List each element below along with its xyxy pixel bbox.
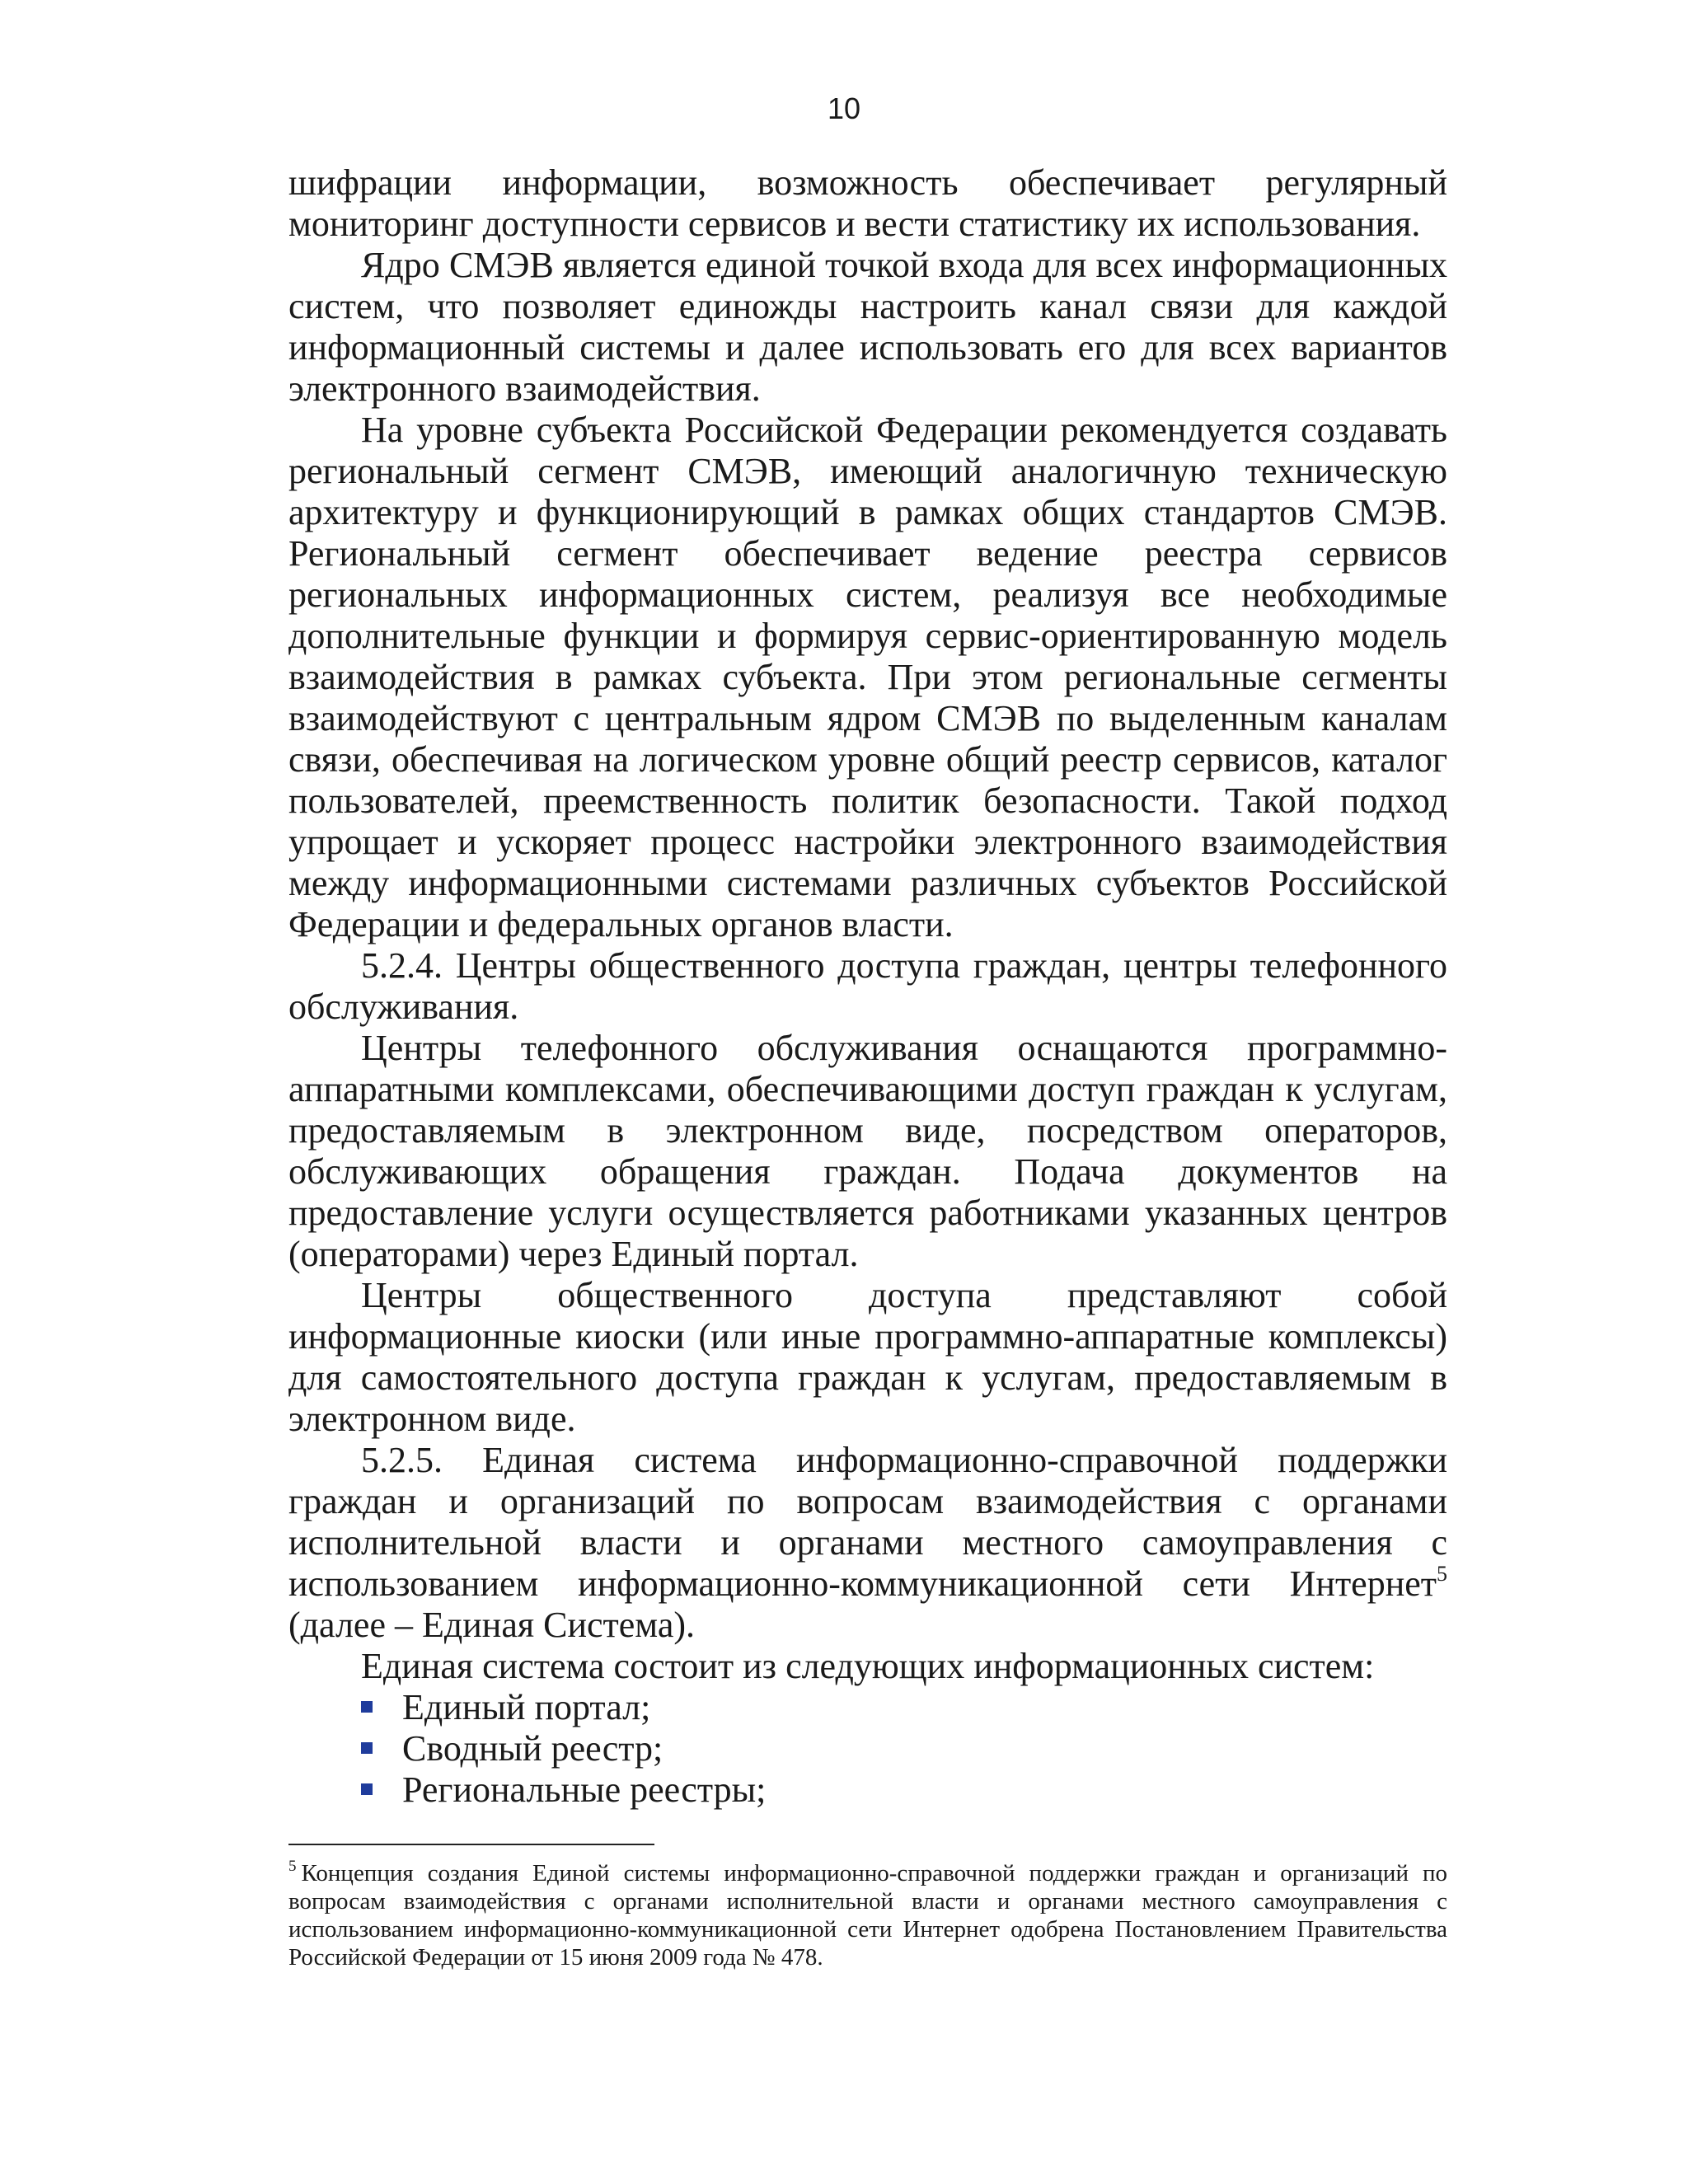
square-bullet-icon [361,1701,373,1713]
information-systems-list [288,1687,1447,1811]
footnote-reference[interactable]: 5 [1437,1562,1447,1586]
footnote-text: Концепция создания Единой системы информационно-справочной поддержки граждан и организаций по вопросам взаимодействия с органами исполнительной власти и органами местного самоуправления с использованием информационно-коммуникационной сети Интернет одобрена Постановлением Правительства Российской Федерации от 15 июня 2009 года № 478. [288,1860,1447,1971]
list-item [288,1728,1447,1769]
list-item-label: Единый портал; [402,1687,651,1727]
section-heading-5-2-5 [288,1440,1447,1646]
paragraph-continuation: шифрации информации, возможность обеспечивает регулярный мониторинг доступности сервисов и вести статистику их использования. [288,162,1447,244]
list-item [288,1687,1447,1728]
paragraph-public-access-centers: Центры общественного доступа представляют собой информационные киоски (или иные программно-аппаратные комплексы) для самостоятельного доступа граждан к услугам, предоставляемым в электронном виде. [288,1275,1447,1439]
footnote-separator [288,1844,654,1845]
list-item-label: Региональные реестры; [402,1769,767,1810]
square-bullet-icon [361,1742,373,1754]
paragraph-call-centers: Центры телефонного обслуживания оснащаются программно-аппаратными комплексами, обеспечивающими доступ граждан к услугам, предоставляемым в электронном виде, посредством операторов, обслуживающих обращения граждан. Подача документов на предоставление услуги осуществляется работниками указанных центров (операторами) через Единый портал. [288,1028,1447,1274]
paragraph-smev-core: Ядро СМЭВ является единой точкой входа для всех информационных систем, что позволяет единожды настроить канал связи для каждой информационный системы и далее использовать его для всех вариантов электронного взаимодействия. [288,245,1447,409]
footnote [288,1859,1447,1971]
list-item-label: Сводный реестр; [402,1728,663,1769]
paragraph-system-composition: Единая система состоит из следующих информационных систем: [361,1646,1375,1686]
page-number: 10 [827,91,861,125]
section-heading-5-2-5-tail: (далее – Единая Система). [288,1605,696,1645]
footnote-number: 5 [288,1858,297,1875]
paragraph-regional-segment: На уровне субъекта Российской Федерации рекомендуется создавать региональный сегмент СМЭВ, имеющий аналогичную техническую архитектуру и функционирующий в рамках общих стандартов СМЭВ. Региональный сегмент обеспечивает ведение реестра сервисов региональных информационных систем, реализуя все необходимые дополнительные функции и формируя сервис-ориентированную модель взаимодействия в рамках субъекта. При этом региональные сегменты взаимодействуют с центральным ядром СМЭВ по выделенным каналам связи, обеспечивая на логическом уровне общий реестр сервисов, каталог пользователей, преемственность политик безопасности. Такой подход упрощает и ускоряет процесс настройки электронного взаимодействия между информационными системами различных субъектов Российской Федерации и федеральных органов власти. [288,410,1447,944]
section-heading-5-2-5-text: 5.2.5. Единая система информационно-справочной поддержки граждан и организаций по вопросам взаимодействия с органами исполнительной власти и органами местного самоуправления с использованием информационно-коммуникационной сети Интернет [288,1440,1447,1604]
square-bullet-icon [361,1783,373,1795]
list-item [288,1769,1447,1811]
section-heading-5-2-4: 5.2.4. Центры общественного доступа граждан, центры телефонного обслуживания. [288,945,1447,1027]
body-text [288,162,1447,1811]
